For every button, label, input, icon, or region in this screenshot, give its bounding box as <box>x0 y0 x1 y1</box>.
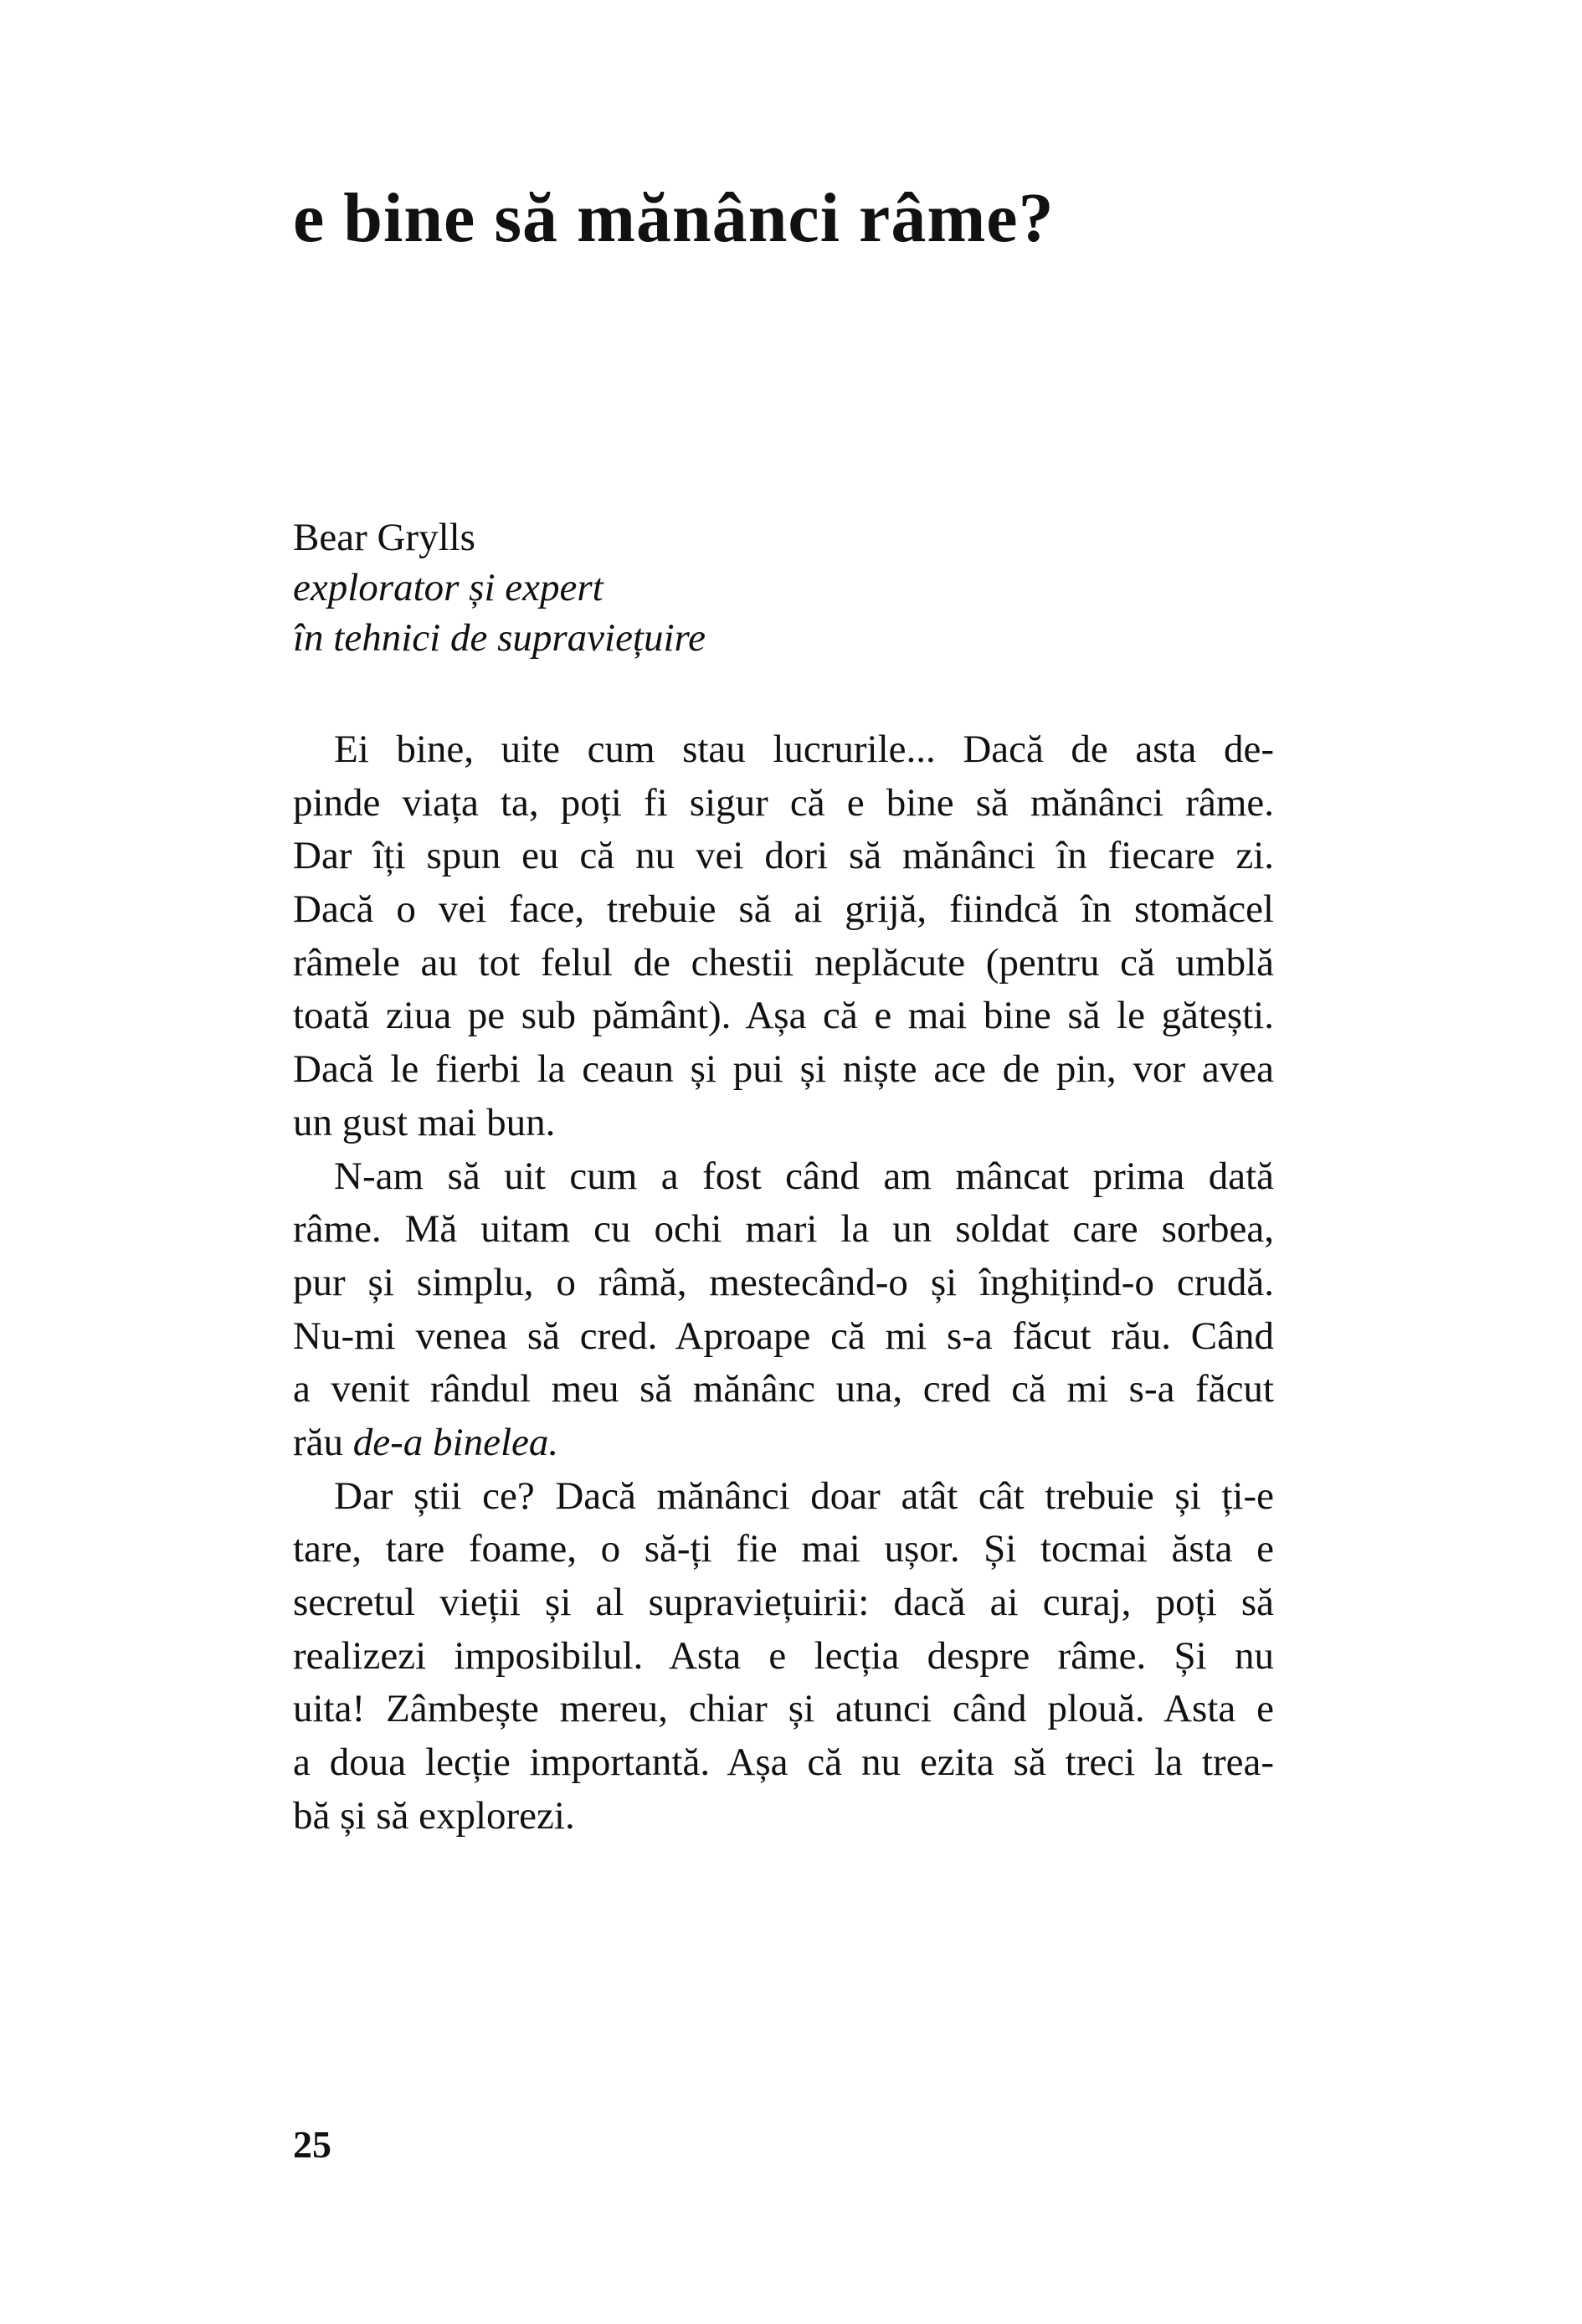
text-line: Nu-mi venea să cred. Aproape că mi s-a făcut rău. Când <box>293 1314 1274 1358</box>
text-line: pur și simplu, o râmă, mestecând-o și înghițind-o crudă. <box>293 1260 1274 1304</box>
text-line: Dacă le fierbi la ceaun și pui și niște ace de pin, vor avea <box>293 1047 1274 1092</box>
page-number: 25 <box>293 2123 331 2166</box>
body-text <box>293 723 1274 1843</box>
text-line: bă și să explorezi. <box>293 1793 575 1838</box>
text-line: Ei bine, uite cum stau lucrurile... Dacă de asta de- <box>334 728 1274 771</box>
text-line: realizezi imposibilul. Asta e lecția despre râme. Și nu <box>293 1633 1274 1678</box>
text-line: Dacă o vei face, trebuie să ai grijă, fiindcă în stomăcel <box>293 887 1274 932</box>
paragraph <box>293 1150 1274 1470</box>
text-line: Dar îți spun eu că nu vei dori să mănânci în fiecare zi. <box>293 834 1274 878</box>
text-line: secretul vieții și al supraviețuirii: dacă ai curaj, poți să <box>293 1581 1274 1624</box>
text-line: Dar știi ce? Dacă mănânci doar atât cât trebuie și ți-e <box>334 1473 1274 1518</box>
text-line: toată ziua pe sub pământ). Așa că e mai bine să le gătești. <box>293 994 1274 1038</box>
text-line: tare, tare foame, o să-ți fie mai ușor. Și tocmai ăsta e <box>293 1527 1274 1571</box>
text-line: un gust mai bun. <box>293 1100 556 1144</box>
text-italic: de-a binelea. <box>352 1420 559 1464</box>
text-line: pinde viața ta, poți fi sigur că e bine să mănânci râme. <box>293 780 1274 825</box>
text-line <box>293 1417 1274 1470</box>
text-line: râmele au tot felul de chestii neplăcute (pentru că umblă <box>293 940 1274 985</box>
author-name: Bear Grylls <box>293 516 475 559</box>
text-line: uita! Zâmbește mereu, chiar și atunci când plouă. Asta e <box>293 1687 1274 1731</box>
text-plain: rău <box>293 1420 353 1464</box>
text-line: a doua lecție importantă. Așa că nu ezita să treci la trea- <box>293 1740 1274 1785</box>
author-block <box>293 512 706 663</box>
paragraph <box>293 1470 1274 1843</box>
text-line: râme. Mă uitam cu ochi mari la un soldat care sorbea, <box>293 1207 1274 1252</box>
author-role: explorator și expert <box>293 566 604 609</box>
text-line: N-am să uit cum a fost când am mâncat prima dată <box>334 1154 1274 1198</box>
chapter-title: e bine să mănânci râme? <box>293 179 1055 257</box>
paragraph <box>293 723 1274 1150</box>
text-line: a venit rândul meu să mănânc una, cred că mi s-a făcut <box>293 1367 1274 1411</box>
author-role: în tehnici de supraviețuire <box>293 616 706 660</box>
